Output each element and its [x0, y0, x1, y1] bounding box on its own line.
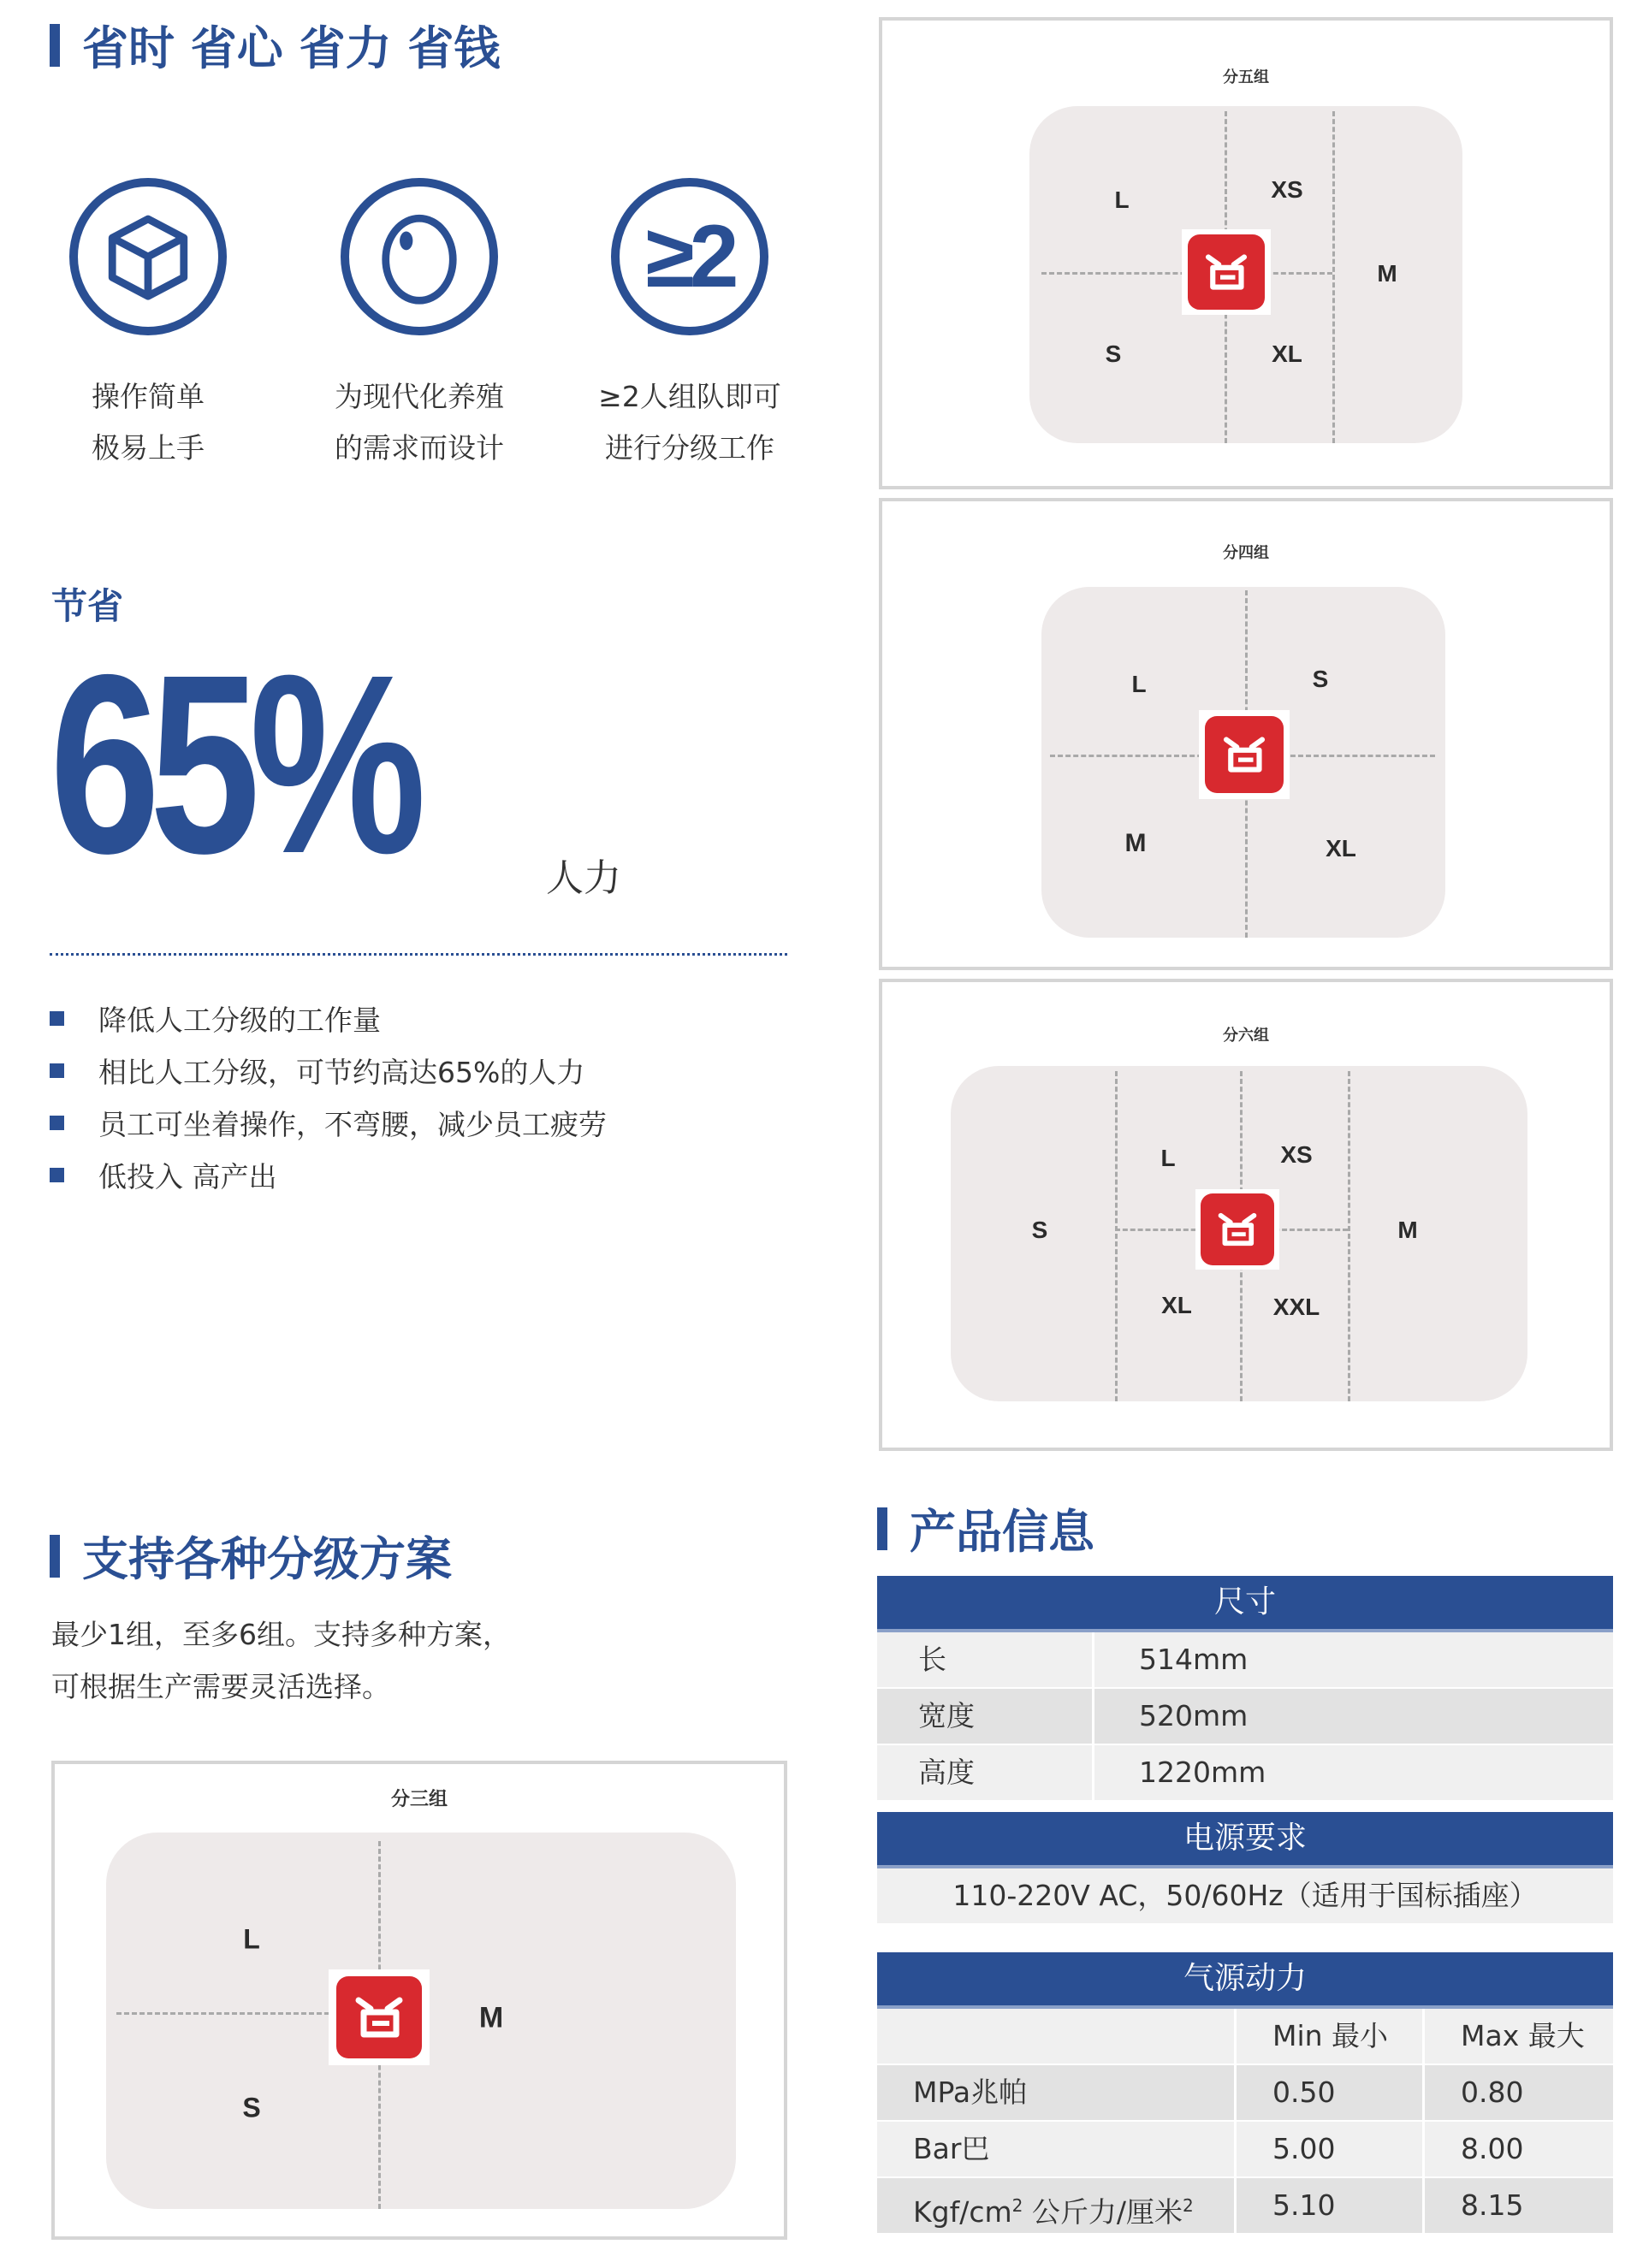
- table-cell-key: 长: [877, 1632, 1094, 1687]
- saving-value: 65%: [50, 622, 416, 907]
- table-row: [877, 1689, 1613, 1745]
- feature-easy-line1: 操作简单: [92, 380, 205, 413]
- table-column-header: Min 最小: [1237, 2009, 1425, 2064]
- table-row: [877, 1632, 1613, 1689]
- list-item: [50, 1045, 607, 1097]
- benefits-list: [50, 992, 607, 1201]
- diagram-title: 分六组: [1223, 1027, 1269, 1045]
- grading-desc: [51, 1608, 511, 1713]
- table-row: [877, 2178, 1613, 2235]
- feature-modern-line1: 为现代化养殖: [335, 380, 504, 413]
- group-label: M: [1124, 829, 1147, 857]
- product-title: [877, 1495, 1094, 1561]
- table-cell-key: MPa兆帕: [877, 2065, 1237, 2120]
- diagram-four-groups: [879, 498, 1613, 970]
- table-row: [877, 1868, 1613, 1925]
- power-value: 110-220V AC，50/60Hz（适用于国标插座）: [952, 1879, 1538, 1912]
- table-cell-key: 高度: [877, 1745, 1094, 1800]
- table-cell-key: [877, 2178, 1237, 2233]
- group-label: S: [1031, 1217, 1048, 1243]
- brand-logo-icon: [1182, 229, 1271, 315]
- group-label: XS: [1280, 1141, 1313, 1168]
- product-title-text: 产品信息: [910, 1505, 1094, 1559]
- table-cell-min: 0.50: [1237, 2065, 1425, 2120]
- bullet-square-icon: [50, 1063, 64, 1078]
- benefit-text: 低投入 高产出: [98, 1160, 277, 1193]
- unit-sup: 2: [1011, 2195, 1023, 2216]
- saving-unit: 人力: [546, 856, 621, 900]
- title-accent-bar: [877, 1507, 887, 1550]
- bullet-square-icon: [50, 1116, 64, 1130]
- table-cell-min: 5.10: [1237, 2178, 1425, 2233]
- table-cell-max: 0.80: [1461, 2076, 1524, 2109]
- grading-desc-line2: 可根据生产需要灵活选择。: [51, 1670, 390, 1703]
- table-row: [877, 2009, 1613, 2065]
- size-table: [877, 1576, 1613, 1802]
- feature-easy: [37, 178, 259, 474]
- feature-team-line2: 进行分级工作: [605, 431, 774, 465]
- ge2-icon: [611, 178, 768, 335]
- air-table: [877, 1952, 1613, 2235]
- feature-team-line1: ≥2人组队即可: [598, 380, 781, 413]
- header-title: [50, 12, 500, 78]
- grading-title-text: 支持各种分级方案: [82, 1532, 452, 1586]
- group-label: M: [1377, 260, 1397, 287]
- bullet-square-icon: [50, 1011, 64, 1026]
- group-label: S: [242, 2092, 261, 2123]
- list-item: [50, 1149, 607, 1201]
- bullet-square-icon: [50, 1168, 64, 1182]
- group-label: XL: [1326, 835, 1356, 862]
- unit-mid: 公斤力/厘米: [1023, 2195, 1183, 2229]
- group-label: S: [1312, 666, 1329, 692]
- group-label: XXL: [1272, 1294, 1320, 1320]
- unit-prefix: Kgf/cm: [913, 2195, 1012, 2229]
- group-label: XL: [1161, 1292, 1192, 1318]
- group-label: L: [243, 1923, 260, 1955]
- feature-team: [578, 178, 801, 474]
- group-label: L: [1160, 1145, 1176, 1171]
- table-cell-key: 宽度: [877, 1689, 1094, 1744]
- group-label: M: [1397, 1217, 1418, 1243]
- table-cell-max: 8.00: [1461, 2132, 1524, 2165]
- feature-modern: [308, 178, 531, 474]
- table-row: [877, 1745, 1613, 1802]
- divider-line: [1332, 111, 1335, 443]
- group-label: L: [1114, 187, 1130, 213]
- power-table: [877, 1812, 1613, 1925]
- benefit-text: 相比人工分级，可节约高达65%的人力: [98, 1056, 585, 1089]
- diagram-title: 分三组: [390, 1789, 448, 1810]
- header-title-text: 省时 省心 省力 省钱: [82, 21, 501, 75]
- size-table-header: 尺寸: [877, 1576, 1613, 1632]
- dotted-divider: [50, 953, 787, 956]
- diagram-three-groups: [51, 1761, 787, 2240]
- group-label: XL: [1272, 340, 1302, 367]
- table-row: [877, 2065, 1613, 2122]
- table-row: [877, 2122, 1613, 2178]
- unit-sup: 2: [1182, 2195, 1194, 2216]
- saving-label: 节省: [51, 585, 124, 627]
- benefit-text: 降低人工分级的工作量: [98, 1004, 381, 1037]
- benefit-text: 员工可坐着操作，不弯腰，减少员工疲劳: [98, 1108, 607, 1141]
- power-table-header: 电源要求: [877, 1812, 1613, 1868]
- feature-easy-line2: 极易上手: [92, 431, 205, 465]
- brand-logo-icon: [1199, 710, 1290, 799]
- brand-logo-icon: [329, 1969, 430, 2065]
- group-label: S: [1105, 340, 1122, 367]
- table-cell-value: 514mm: [1139, 1643, 1249, 1676]
- table-cell-max: 8.15: [1461, 2188, 1524, 2222]
- divider-line: [1348, 1071, 1350, 1401]
- grading-desc-line1: 最少1组，至多6组。支持多种方案，: [51, 1618, 511, 1651]
- table-cell-value: 520mm: [1139, 1699, 1249, 1732]
- table-column-header: Max 最大: [1461, 2019, 1585, 2052]
- brand-logo-icon: [1195, 1189, 1279, 1270]
- table-cell-key: [877, 2009, 1237, 2064]
- list-item: [50, 992, 607, 1045]
- title-accent-bar: [50, 24, 60, 67]
- table-cell-value: 1220mm: [1139, 1756, 1266, 1789]
- divider-line: [1115, 1071, 1118, 1401]
- ge2-icon-text: ≥2: [645, 206, 734, 306]
- diagram-five-groups: [879, 17, 1613, 489]
- table-cell-min: 5.00: [1237, 2122, 1425, 2176]
- group-label: XS: [1271, 176, 1303, 203]
- title-accent-bar: [50, 1535, 60, 1578]
- diagram-title: 分四组: [1223, 544, 1269, 562]
- cube-icon: [69, 178, 227, 335]
- group-label: M: [478, 2001, 504, 2034]
- air-table-header: 气源动力: [877, 1952, 1613, 2009]
- grading-title: [50, 1523, 452, 1589]
- feature-modern-line2: 的需求而设计: [335, 431, 504, 465]
- diagram-six-groups: [879, 979, 1613, 1451]
- table-cell-key: Bar巴: [877, 2122, 1237, 2176]
- diagram-title: 分五组: [1223, 68, 1269, 86]
- group-label: L: [1131, 671, 1147, 697]
- egg-icon: [341, 178, 498, 335]
- list-item: [50, 1097, 607, 1149]
